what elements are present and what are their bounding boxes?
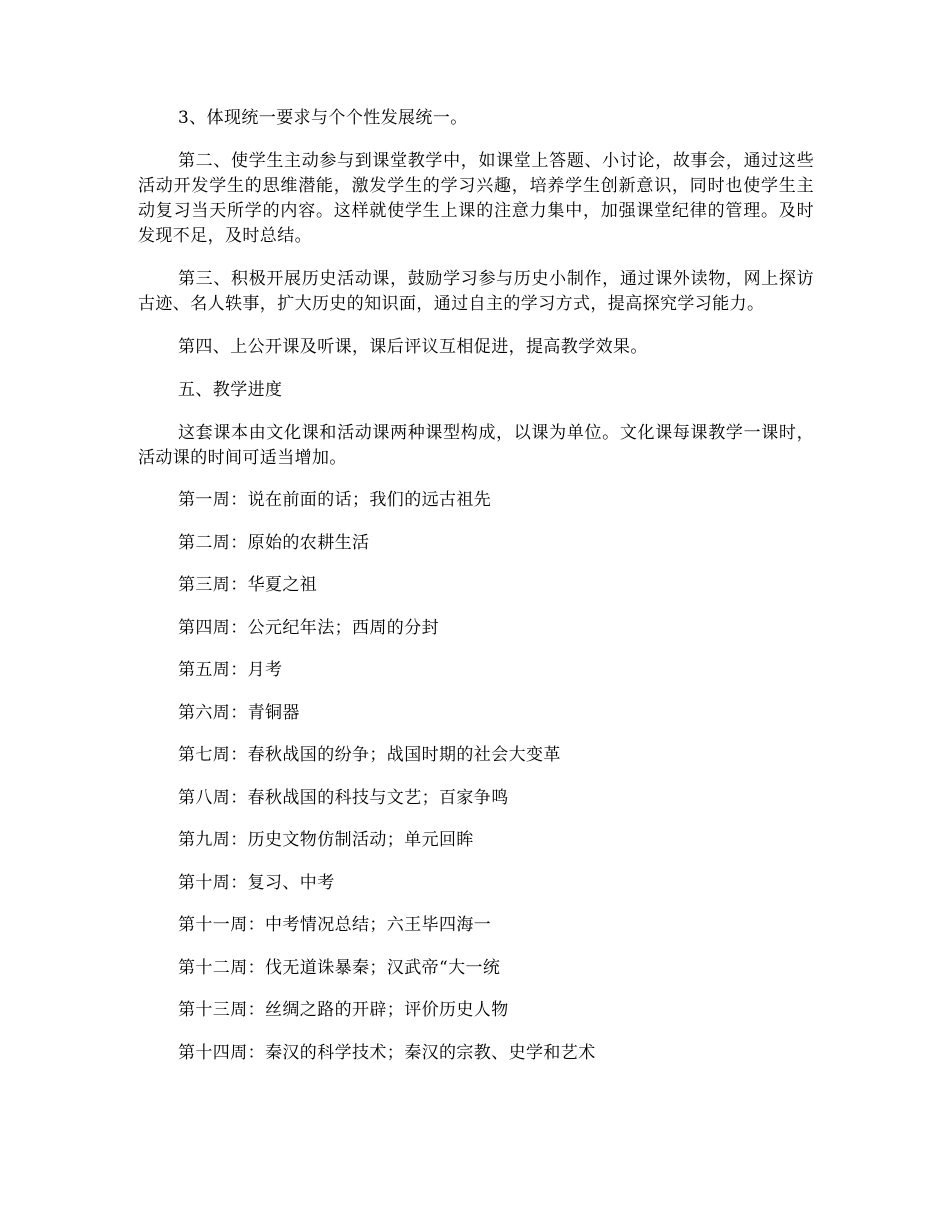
list-item-week-13: 第十三周：丝绸之路的开辟；评价历史人物 [178, 1000, 509, 1020]
section-heading-teaching-progress: 五、教学进度 [178, 380, 283, 400]
list-item-week-11: 第十一周：中考情况总结；六王毕四海一 [178, 915, 492, 935]
list-item-week-12: 第十二周：伐无道诛暴秦；汉武帝“大一统 [178, 957, 501, 978]
paragraph-requirement-unity: 3、体现统一要求与个个性发展统一。 [178, 108, 468, 128]
list-item-week-2: 第二周：原始的农耕生活 [178, 532, 370, 553]
list-item-week-1: 第一周：说在前面的话；我们的远古祖先 [178, 490, 492, 510]
list-item-week-6: 第六周：青铜器 [178, 702, 300, 723]
list-item-week-3: 第三周：华夏之祖 [178, 575, 318, 595]
paragraph-active-participation: 第二、使学生主动参与到课堂教学中，如课堂上答题、小讨论，故事会，通过这些活动开发学生的思维潜能，激发学生的学习兴趣，培养学生创新意识，同时也使学生主动复习当天所学的内容。这样就使学生上课的注意力集中，加强课堂纪律的管理。及时发现不足，及时总结。 [138, 151, 814, 246]
list-item-week-5: 第五周：月考 [178, 660, 283, 680]
list-item-week-7: 第七周：春秋战国的纷争；战国时期的社会大变革 [178, 745, 561, 765]
list-item-week-10: 第十周：复习、中考 [178, 872, 335, 893]
document-body [138, 106, 814, 1066]
list-item-week-8: 第八周：春秋战国的科技与文艺；百家争鸣 [178, 787, 509, 808]
list-item-week-9: 第九周：历史文物仿制活动；单元回眸 [178, 830, 474, 850]
paragraph-activity-classes: 第三、积极开展历史活动课，鼓励学习参与历史小制作，通过课外读物，网上探访古迹、名人轶事，扩大历史的知识面，通过自主的学习方式，提高探究学习能力。 [138, 269, 814, 314]
paragraph-course-structure: 这套课本由文化课和活动课两种课型构成，以课为单位。文化课每课教学一课时，活动课的时间可适当增加。 [138, 423, 814, 468]
weekly-schedule-list [138, 488, 814, 1066]
list-item-week-14: 第十四周：秦汉的科学技术；秦汉的宗教、史学和艺术 [178, 1042, 596, 1063]
paragraph-open-classes: 第四、上公开课及听课，课后评议互相促进，提高教学效果。 [178, 337, 648, 357]
list-item-week-4: 第四周：公元纪年法；西周的分封 [178, 617, 439, 638]
